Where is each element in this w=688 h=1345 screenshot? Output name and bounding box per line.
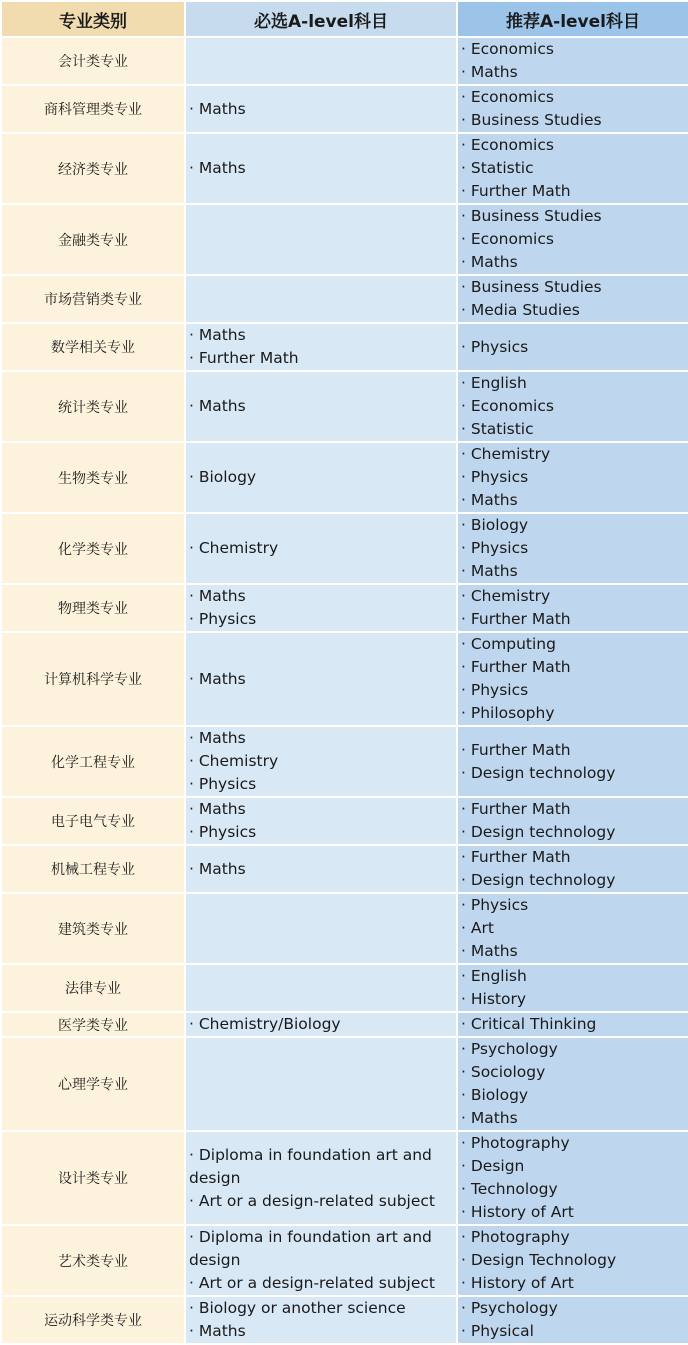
recommended-subject: · History of Art — [461, 1203, 574, 1221]
recommended-subject: · Maths — [461, 562, 518, 580]
recommended-subject: · Physics — [461, 896, 529, 914]
recommended-cell — [457, 1225, 688, 1296]
recommended-cell — [457, 845, 688, 893]
table-row — [1, 1012, 688, 1037]
table-row — [1, 1296, 688, 1344]
required-subject: · Maths — [189, 99, 246, 118]
category-cell: 会计类专业 — [1, 37, 185, 85]
required-subject: · Biology or another science — [189, 1299, 406, 1317]
recommended-subject: · Maths — [461, 253, 518, 271]
recommended-subject: · Photography — [461, 1134, 570, 1152]
recommended-cell — [457, 37, 688, 85]
table-row — [1, 371, 688, 442]
recommended-cell — [457, 584, 688, 632]
recommended-cell — [457, 1012, 688, 1037]
recommended-subject: · Economics — [461, 397, 554, 415]
recommended-subject: · Further Math — [461, 800, 571, 818]
required-cell — [185, 37, 457, 85]
recommended-cell — [457, 632, 688, 726]
required-cell — [185, 632, 457, 726]
table-row — [1, 204, 688, 275]
required-subject: · Art or a design-related subject — [189, 1191, 435, 1210]
recommended-subject: · Philosophy — [461, 704, 555, 722]
required-subject: · Maths — [189, 1322, 246, 1340]
recommended-cell — [457, 204, 688, 275]
header-required: 必选A-level科目 — [185, 1, 457, 37]
required-subject: · Maths — [189, 729, 246, 747]
recommended-subject: · Statistic — [461, 420, 534, 438]
required-subject: · Chemistry — [189, 539, 279, 557]
recommended-cell — [457, 442, 688, 513]
required-cell — [185, 964, 457, 1012]
required-subject: · Further Math — [189, 349, 299, 367]
category-cell: 机械工程专业 — [1, 845, 185, 893]
required-cell — [185, 442, 457, 513]
category-cell: 心理学专业 — [1, 1037, 185, 1131]
required-subject: · Art or a design-related subject — [189, 1274, 435, 1292]
recommended-cell — [457, 797, 688, 845]
category-cell: 计算机科学专业 — [1, 632, 185, 726]
recommended-cell — [457, 1296, 688, 1344]
required-cell — [185, 726, 457, 797]
recommended-subject: · Critical Thinking — [461, 1015, 597, 1033]
table-row — [1, 726, 688, 797]
table-row — [1, 85, 688, 133]
recommended-subject: · Economics — [461, 88, 554, 106]
required-subject: · Maths — [189, 159, 246, 177]
required-cell — [185, 584, 457, 632]
required-cell — [185, 204, 457, 275]
recommended-subject: · Biology — [461, 516, 529, 534]
required-subject: · Diploma in foundation art and design — [189, 1145, 432, 1187]
recommended-subject: · English — [461, 967, 527, 985]
table-row — [1, 37, 688, 85]
required-subject: · Chemistry/Biology — [189, 1015, 341, 1033]
recommended-subject: · Computing — [461, 635, 556, 653]
table-row — [1, 1131, 688, 1225]
recommended-subject: · Economics — [461, 136, 554, 154]
category-cell: 统计类专业 — [1, 371, 185, 442]
required-subject: · Maths — [189, 800, 246, 818]
table-row — [1, 797, 688, 845]
required-cell — [185, 797, 457, 845]
table-row — [1, 513, 688, 584]
required-cell — [185, 1225, 457, 1296]
required-cell — [185, 1012, 457, 1037]
required-subject: · Physics — [189, 823, 257, 841]
category-cell: 化学类专业 — [1, 513, 185, 584]
table-row — [1, 275, 688, 323]
category-cell: 医学类专业 — [1, 1012, 185, 1037]
required-subject: · Diploma in foundation art and design — [189, 1228, 432, 1269]
recommended-subject: · Business Studies — [461, 278, 602, 296]
category-cell: 经济类专业 — [1, 133, 185, 204]
category-cell: 建筑类专业 — [1, 893, 185, 964]
recommended-subject: · Art — [461, 919, 494, 937]
required-subject: · Maths — [189, 326, 246, 344]
recommended-subject: · Chemistry — [461, 587, 551, 605]
required-cell — [185, 845, 457, 893]
recommended-cell — [457, 1037, 688, 1131]
category-cell: 数学相关专业 — [1, 323, 185, 371]
table-row — [1, 442, 688, 513]
recommended-subject: · Maths — [461, 942, 518, 960]
required-cell — [185, 893, 457, 964]
recommended-subject: · Further Math — [461, 658, 571, 676]
required-cell — [185, 1037, 457, 1131]
table-row — [1, 1037, 688, 1131]
category-cell: 运动科学类专业 — [1, 1296, 185, 1344]
recommended-subject: · Physics — [461, 539, 529, 557]
table-row — [1, 323, 688, 371]
required-cell — [185, 371, 457, 442]
recommended-cell — [457, 513, 688, 584]
category-cell: 化学工程专业 — [1, 726, 185, 797]
recommended-subject: · Further Math — [461, 610, 571, 628]
recommended-cell — [457, 726, 688, 797]
recommended-subject: · Psychology — [461, 1040, 558, 1058]
required-cell — [185, 1131, 457, 1225]
required-subject: · Maths — [189, 859, 246, 878]
category-cell: 金融类专业 — [1, 204, 185, 275]
recommended-subject: · English — [461, 374, 527, 392]
required-cell — [185, 85, 457, 133]
recommended-cell — [457, 133, 688, 204]
category-cell: 电子电气专业 — [1, 797, 185, 845]
recommended-cell — [457, 323, 688, 371]
category-cell: 生物类专业 — [1, 442, 185, 513]
recommended-cell — [457, 964, 688, 1012]
required-cell — [185, 1296, 457, 1344]
recommended-cell — [457, 275, 688, 323]
recommended-subject: · Business Studies — [461, 207, 602, 225]
recommended-subject: · Economics — [461, 230, 554, 248]
recommended-subject: · Maths — [461, 1109, 518, 1127]
recommended-subject: · Further Math — [461, 182, 571, 200]
table-row — [1, 133, 688, 204]
table-row — [1, 632, 688, 726]
header-category: 专业类别 — [1, 1, 185, 37]
recommended-subject: · Economics — [461, 40, 554, 58]
recommended-subject: · Design technology — [461, 823, 616, 841]
table-row — [1, 845, 688, 893]
recommended-cell — [457, 893, 688, 964]
header-row — [1, 1, 688, 37]
category-cell: 设计类专业 — [1, 1131, 185, 1225]
recommended-subject: · Sociology — [461, 1063, 546, 1081]
required-subject: · Maths — [189, 669, 246, 688]
recommended-subject: · Design — [461, 1157, 525, 1175]
table-body — [1, 37, 688, 1344]
recommended-subject: · History of Art — [461, 1274, 574, 1292]
recommended-cell — [457, 371, 688, 442]
recommended-subject: · Psychology — [461, 1299, 558, 1317]
required-cell — [185, 513, 457, 584]
recommended-subject: · Design technology — [461, 763, 616, 782]
category-cell: 艺术类专业 — [1, 1225, 185, 1296]
recommended-subject: · Further Math — [461, 848, 571, 866]
required-subject: · Biology — [189, 468, 257, 486]
recommended-subject: · Physics — [461, 681, 529, 699]
required-subject: · Chemistry — [189, 752, 279, 770]
required-cell — [185, 275, 457, 323]
required-subject: · Maths — [189, 397, 246, 415]
table-row — [1, 1225, 688, 1296]
required-cell — [185, 323, 457, 371]
recommended-subject: · Technology — [461, 1180, 558, 1198]
table-row — [1, 584, 688, 632]
recommended-subject: · Physical — [461, 1322, 534, 1340]
recommended-subject: · Physics — [461, 337, 529, 356]
category-cell: 法律专业 — [1, 964, 185, 1012]
recommended-subject: · Maths — [461, 491, 518, 509]
recommended-subject: · Business Studies — [461, 111, 602, 129]
recommended-subject: · Maths — [461, 63, 518, 81]
recommended-subject: · Media Studies — [461, 301, 580, 319]
recommended-subject: · Biology — [461, 1086, 529, 1104]
table-row — [1, 893, 688, 964]
required-subject: · Physics — [189, 610, 257, 628]
required-subject: · Maths — [189, 587, 246, 605]
recommended-subject: · Physics — [461, 468, 529, 486]
recommended-subject: · Design Technology — [461, 1251, 617, 1269]
header-recommended: 推荐A-level科目 — [457, 1, 688, 37]
required-cell — [185, 133, 457, 204]
table-row — [1, 964, 688, 1012]
recommended-subject: · Further Math — [461, 740, 571, 759]
recommended-subject: · History — [461, 990, 526, 1008]
recommended-subject: · Photography — [461, 1228, 570, 1246]
required-subject: · Physics — [189, 775, 257, 793]
category-cell: 物理类专业 — [1, 584, 185, 632]
category-cell: 市场营销类专业 — [1, 275, 185, 323]
category-cell: 商科管理类专业 — [1, 85, 185, 133]
recommended-subject: · Statistic — [461, 159, 534, 177]
recommended-cell — [457, 85, 688, 133]
recommended-cell — [457, 1131, 688, 1225]
recommended-subject: · Chemistry — [461, 445, 551, 463]
recommended-subject: · Design technology — [461, 871, 616, 889]
